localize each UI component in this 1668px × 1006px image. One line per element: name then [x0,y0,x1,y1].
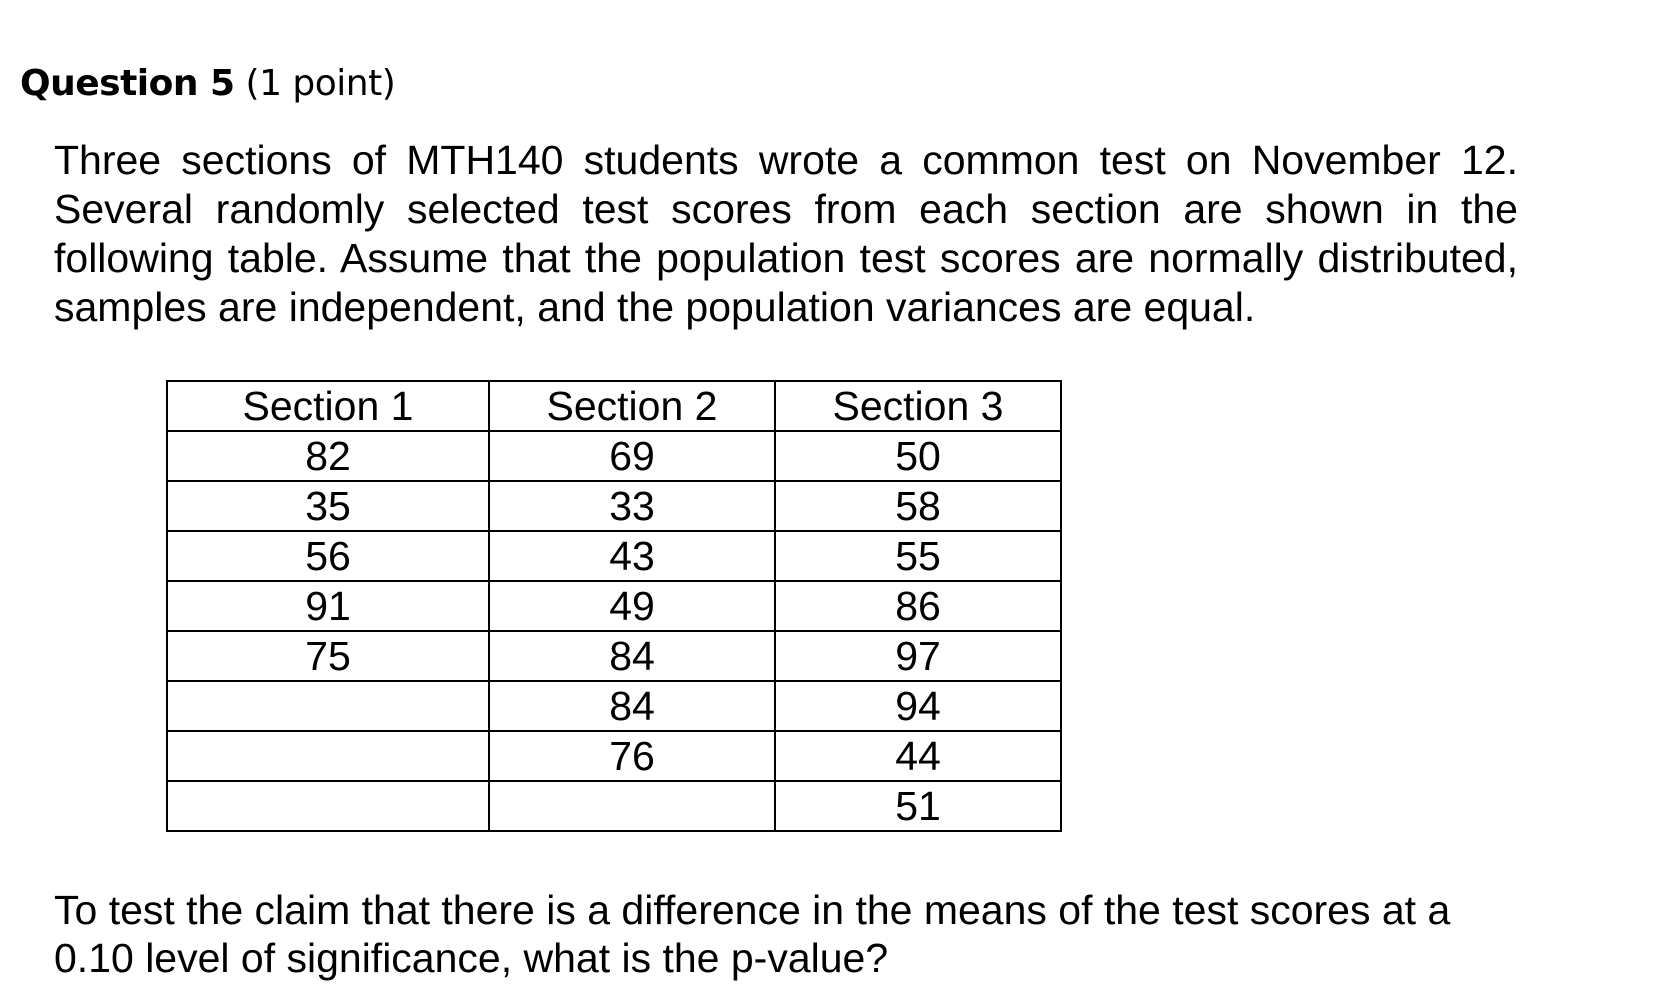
table-cell: 51 [775,781,1061,831]
table-header-row [167,381,1061,431]
question-points: (1 point) [245,63,396,104]
table-cell: 76 [489,731,775,781]
table-cell: 55 [775,531,1061,581]
table-row [167,481,1061,531]
table-cell: 69 [489,431,775,481]
table-row [167,681,1061,731]
table-row [167,731,1061,781]
table-cell: 44 [775,731,1061,781]
table-cell [167,731,489,781]
table-cell: 84 [489,681,775,731]
table-cell: 33 [489,481,775,531]
table-row [167,431,1061,481]
scores-table [166,380,1062,832]
table-cell: 75 [167,631,489,681]
table-cell: 94 [775,681,1061,731]
table-row [167,581,1061,631]
table-cell [167,781,489,831]
table-row [167,781,1061,831]
table-cell: 84 [489,631,775,681]
question-prompt: Three sections of MTH140 students wrote a common test on November 12. Several randomly selected test scores from each section are shown in the following table. Assume that the population test scores are normally distributed, samples are independent, and the population variances are equal. [54,137,1518,330]
table-cell: 35 [167,481,489,531]
table-cell: 49 [489,581,775,631]
table-cell [489,781,775,831]
question-title: Question 5 [20,63,235,104]
question-header [20,62,395,106]
question-text: To test the claim that there is a difference in the means of the test scores at a 0.10 level of significance, what is the p-value? [54,887,1451,981]
table-cell: 91 [167,581,489,631]
table-cell [167,681,489,731]
column-header-section-1: Section 1 [167,381,489,431]
table-row [167,631,1061,681]
table-cell: 43 [489,531,775,581]
column-header-section-3: Section 3 [775,381,1061,431]
table-cell: 58 [775,481,1061,531]
table-cell: 50 [775,431,1061,481]
table-row [167,531,1061,581]
table-cell: 86 [775,581,1061,631]
table-cell: 56 [167,531,489,581]
table-cell: 97 [775,631,1061,681]
column-header-section-2: Section 2 [489,381,775,431]
table-cell: 82 [167,431,489,481]
